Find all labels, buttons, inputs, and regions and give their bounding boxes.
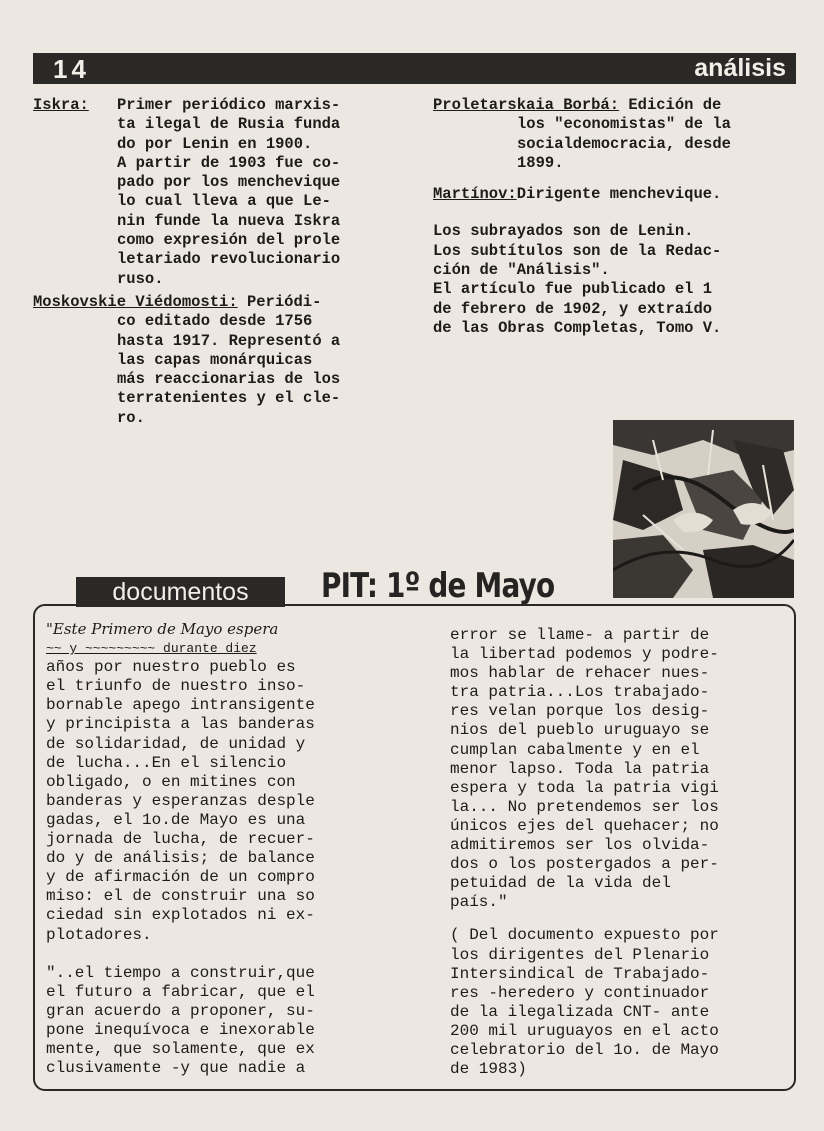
text-line: obligado, o en mitines con [46,772,296,791]
text-line: res velan porque los desig- [450,702,710,721]
text-line: la libertad podemos y podre- [450,645,719,664]
text-line: lo cual lleva a que Le- [117,192,331,211]
source-line: 200 mil uruguayos en el acto [450,1021,719,1040]
text-line: menor lapso. Toda la patria [450,759,710,778]
text-line: nin funde la nueva Iskra [117,211,341,230]
paragraph-gap [450,912,785,926]
text-line: co editado desde 1756 [117,312,313,331]
source-line: Intersindical de Trabajado- [450,964,710,983]
note-line: ción de "Análisis". [433,261,610,280]
text-line: bornable apego intransigente [46,696,315,715]
text-line: ciedad sin explotados ni ex- [46,906,315,925]
text-line: pone inequívoca e inexorable [46,1020,315,1039]
text-line: "Este Primero de Mayo espera [46,620,279,638]
woodcut-drawing [613,420,794,598]
document-left-column [46,620,391,1078]
text-line: socialdemocracia, desde [517,134,731,153]
text-line: y de afirmación de un compro [46,868,315,887]
glossary-term: Martínov: [433,185,517,204]
source-line: ( Del documento expuesto por [450,926,719,945]
text-line: años por nuestro pueblo es [46,658,296,677]
text-line: los "economistas" de la [517,115,731,134]
text-line: ta ilegal de Rusia funda [117,115,341,134]
magazine-name: análisis [694,54,786,82]
source-line: de la ilegalizada CNT- ante [450,1002,710,1021]
text-line: tra patria...Los trabajado- [450,683,710,702]
text-line: A partir de 1903 fue co- [117,153,341,172]
text-line: espera y toda la patria vigi [450,778,719,797]
text-line: dos o los postergados a per- [450,855,719,874]
text-line: país." [450,893,508,912]
glossary-entry-moskovskie [33,293,403,428]
note-line: Los subtítulos son de la Redac- [433,241,722,260]
glossary-entry-iskra [33,96,403,289]
text-line: hasta 1917. Representó a [117,331,341,350]
text-line: "..el tiempo a construir,que [46,963,315,982]
glossary-entry-proletarskaia [433,96,798,173]
source-line: los dirigentes del Plenario [450,945,710,964]
source-line: celebratorio del 1o. de Mayo [450,1040,719,1059]
note-line: de febrero de 1902, y extraído [433,299,713,318]
glossary-term: Proletarskaia Borbá: [433,96,620,114]
text-line: gadas, el 1o.de Mayo es una [46,810,306,829]
text-line: cumplan cabalmente y en el [450,740,700,759]
document-title: PIT: 1º de Mayo [321,566,555,606]
text-line: pado por los menchevique [117,173,341,192]
glossary-term: Iskra: [33,96,89,114]
editorial-notes [433,222,798,338]
glossary-definition [433,115,798,173]
page-number: 14 [53,54,90,84]
page-header [33,53,796,84]
text-line: ruso. [117,269,164,288]
text-line: de lucha...En el silencio [46,753,287,772]
text-line: 1899. [517,153,564,172]
text-line: jornada de lucha, de recuer- [46,830,315,849]
text-line: de solidaridad, de unidad y [46,734,306,753]
glossary-left-column [33,96,403,428]
paragraph-gap [46,945,391,964]
text-line: terratenientes y el cle- [117,389,341,408]
text-line: y principista a las banderas [46,715,315,734]
text-line: gran acuerdo a proponer, su- [46,1001,315,1020]
text-line: petuidad de la vida del [450,874,671,893]
text-line: ~~ y ~~~~~~~~~ durante diez [46,641,257,657]
source-line: res -heredero y continuador [450,983,710,1002]
illustration-crowd-image [613,420,794,598]
note-line: de las Obras Completas, Tomo V. [433,318,722,337]
text-line: Edición de [628,96,722,114]
text-line: admitiremos ser los olvida- [450,836,710,855]
glossary-term: Moskovskie Viédomosti: [33,292,238,311]
text-line: nios del pueblo uruguayo se [450,721,710,740]
text-line: únicos ejes del quehacer; no [450,816,719,835]
text-line: el triunfo de nuestro inso- [46,677,306,696]
text-line: la... No pretendemos ser los [450,797,719,816]
glossary-right-column [433,96,798,338]
text-line: las capas monárquicas [117,350,313,369]
text-line: mos hablar de rehacer nues- [450,664,710,683]
text-line: mente, que solamente, que ex [46,1039,315,1058]
text-line: error se llame- a partir de [450,626,710,644]
text-line: ro. [117,408,145,427]
section-label-documentos: documentos [76,577,285,607]
text-line: Periódi- [246,292,322,311]
glossary-definition [33,312,403,428]
document-right-column [450,626,785,1079]
note-line: Los subrayados son de Lenin. [433,222,694,241]
glossary-entry-martinov [433,185,798,204]
source-line: de 1983) [450,1060,527,1079]
text-line: plotadores. [46,925,152,944]
text-line: Dirigente menchevique. [516,185,722,204]
text-line: banderas y esperanzas desple [46,791,315,810]
glossary-definition [33,96,403,289]
text-line: do y de análisis; de balance [46,849,315,868]
text-line: clusivamente -y que nadie a [46,1059,306,1078]
text-line: el futuro a fabricar, que el [46,982,315,1001]
text-line: más reaccionarias de los [117,370,341,389]
text-line: Primer periódico marxis- [117,96,341,114]
text-line: miso: el de construir una so [46,887,315,906]
text-line: letariado revolucionario [117,250,341,269]
text-line: como expresión del prole [117,231,341,250]
note-line: El artículo fue publicado el 1 [433,280,713,299]
text-line: do por Lenin en 1900. [117,134,313,153]
